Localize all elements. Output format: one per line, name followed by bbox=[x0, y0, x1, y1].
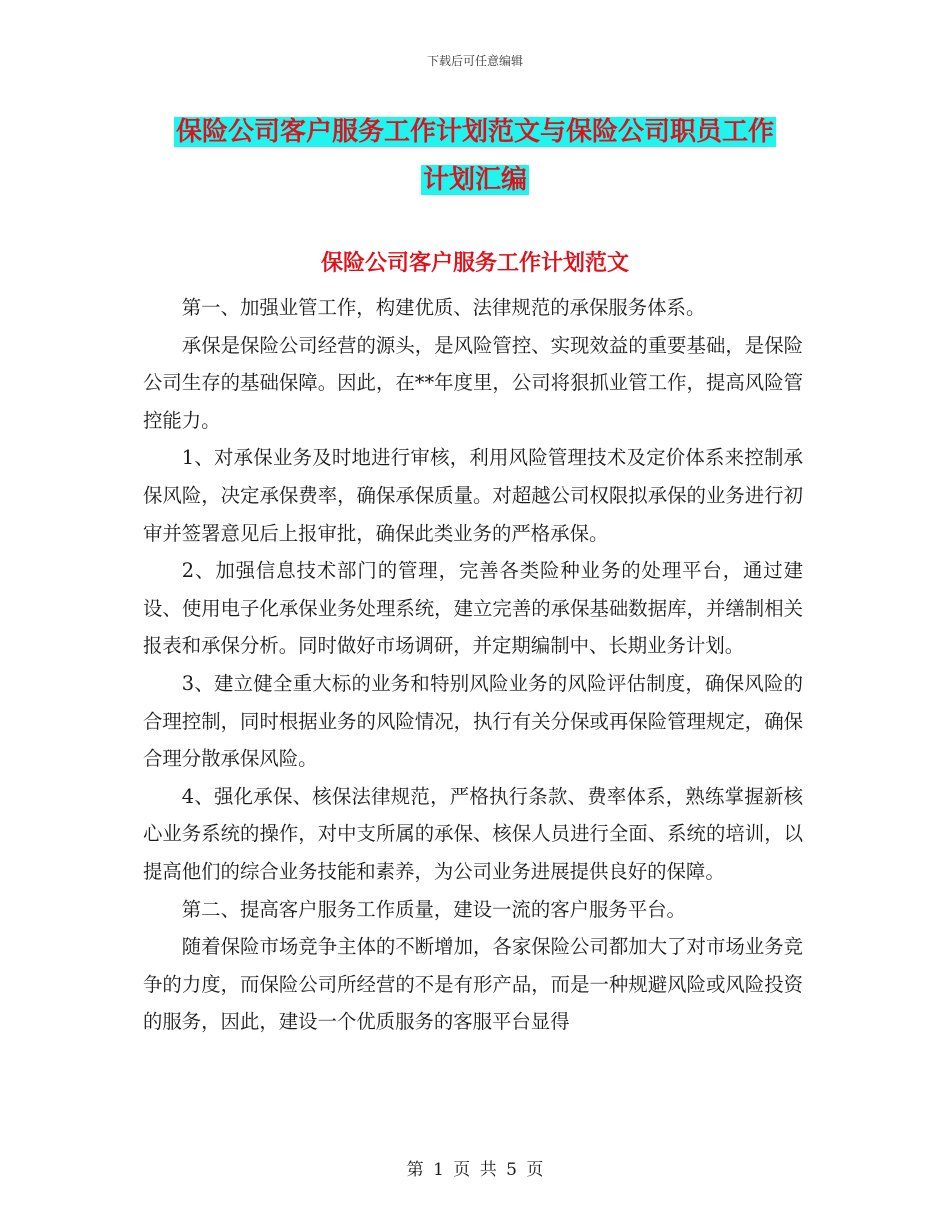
paragraph: 承保是保险公司经营的源头，是风险管控、实现效益的重要基础，是保险公司生存的基础保障。因此，在**年度里，公司将狠抓业管工作，提高风险管控能力。 bbox=[143, 333, 803, 432]
document-title-line2: 计划汇编 bbox=[422, 165, 527, 195]
document-body bbox=[143, 289, 803, 1041]
section-title: 保险公司客户服务工作计划范文 bbox=[320, 251, 629, 276]
paragraph: 2、加强信息技术部门的管理，完善各类险种业务的处理平台，通过建设、使用电子化承保业务处理系统，建立完善的承保基础数据库，并缮制相关报表和承保分析。同时做好市场调研，并定期编制中、长期业务计划。 bbox=[143, 559, 803, 658]
paragraph: 第二、提高客户服务工作质量，建设一流的客户服务平台。 bbox=[181, 897, 686, 921]
page-footer: 第 1 页 共 5 页 bbox=[406, 1160, 544, 1180]
header-note: 下载后可任意编辑 bbox=[426, 54, 523, 68]
paragraph: 3、建立健全重大标的业务和特别风险业务的风险评估制度，确保风险的合理控制，同时根据业务的风险情况，执行有关分保或再保险管理规定，确保合理分散承保风险。 bbox=[143, 671, 803, 771]
paragraph: 1、对承保业务及时地进行审核，利用风险管理技术及定价体系来控制承保风险，决定承保费率，确保承保质量。对超越公司权限拟承保的业务进行初审并签署意见后上报审批，确保此类业务的严格承保。 bbox=[143, 446, 803, 545]
paragraph: 随着保险市场竞争主体的不断增加，各家保险公司都加大了对市场业务竞争的力度，而保险公司所经营的不是有形产品，而是一种规避风险或风险投资的服务，因此，建设一个优质服务的客服平台显得 bbox=[143, 935, 803, 1034]
document-title-line1: 保险公司客户服务工作计划范文与保险公司职员工作 bbox=[175, 117, 774, 147]
paragraph: 4、强化承保、核保法律规范，严格执行条款、费率体系，熟练掌握新核心业务系统的操作，对中支所属的承保、核保人员进行全面、系统的培训，以提高他们的综合业务技能和素养，为公司业务进展提供良好的保障。 bbox=[143, 784, 803, 883]
paragraph: 第一、加强业管工作，构建优质、法律规范的承保服务体系。 bbox=[181, 296, 706, 319]
document-title bbox=[140, 108, 810, 204]
